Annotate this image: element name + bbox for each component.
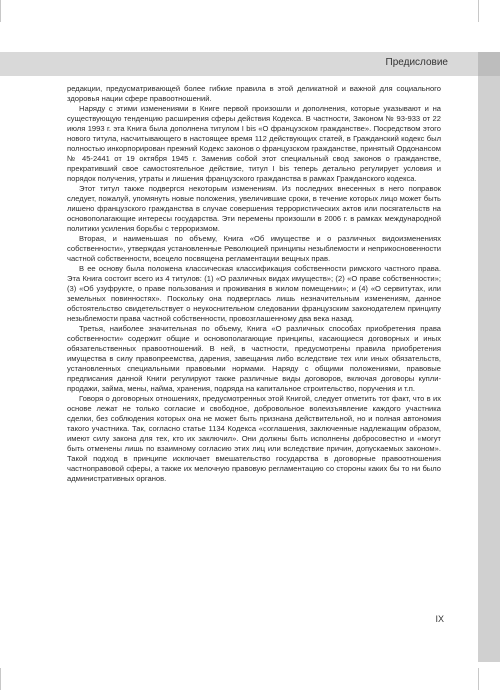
crop-mark <box>0 0 1 22</box>
paragraph: Вторая, и наименьшая по объему, Книга «Об имуществе и о различных видоизменениях собственности», утверждая установленные Революцией принципы незыблемости и неприкосновенности частной собственности, всецело посвящена регламентации вещных прав. <box>67 234 441 263</box>
crop-mark <box>0 668 1 690</box>
paragraph: Говоря о договорных отношениях, предусмотренных этой Книгой, следует отметить тот факт, что в их основе лежат не только согласие и свободное, добровольное волеизъявление каждого участника сделки, без соблюдения которых она не может быть признана действительной, но и полная автономия такого участника. Так, согласно статье 1134 Кодекса «соглашения, заключенные надлежащим образом, имеют силу закона для тех, кто их заключил». Они должны быть исполнены добросовестно и «могут быть отменены лишь по взаимному согласию этих лиц или вследствие причин, допускаемых законом». Такой подход в принципе исключает вмешательство государства в договорные правоотношения частноправовой сферы, а также их мелочную правовую регламентацию со стороны каких бы то ни было административных органов. <box>67 394 441 483</box>
page-number: IX <box>435 614 444 624</box>
crop-mark <box>478 0 479 22</box>
page-edge-strip <box>478 52 500 662</box>
paragraph: Третья, наиболее значительная по объему, Книга «О различных способах приобретения права собственности» содержит общие и основополагающие принципы, касающиеся договорных и иных обязательственных правоотношений. В ней, в частности, предусмотрены правила приобретения имущества в силу правопреемства, дарения, завещания либо вследствие тех или иных обязательств, установленных специальными правовыми нормами. Наряду с общими положениями, правовые предписания данной Книги регулируют также различные виды договоров, включая договоры купли-продажи, займа, мены, найма, хранения, подряда на капитальное строительство, поручения и т.п. <box>67 324 441 393</box>
body-text <box>67 84 441 484</box>
paragraph: Наряду с этими изменениями в Книге первой произошли и дополнения, которые указывают и на существующую тенденцию расширения сферы действия Кодекса. В частности, Законом № 93-933 от 22 июля 1993 г. эта Книга была дополнена титулом I bis «О французском гражданстве». Посредством этого нового титула, насчитывающего в настоящее время 112 действующих статей, в Гражданский кодекс был полностью инкорпорирован прежний Кодекс законов о французском гражданстве, принятый Ордонансом № 45-2441 от 19 октября 1945 г. Заменив собой этот специальный свод законов о гражданстве, прекративший свое самостоятельное действие, титул I bis теперь детально регулирует условия и порядок получения, утраты и лишения французского гражданства в рамках Гражданского кодекса. <box>67 104 441 183</box>
paragraph: редакции, предусматривающей более гибкие правила в этой деликатной и важной для социального здоровья нации сфере правоотношений. <box>67 84 441 103</box>
paragraph: В ее основу была положена классическая классификация собственности римского частного права. Эта Книга состоит всего из 4 титулов: (1) «О различных видах имуществ»; (2) «О праве собственности»; (3) «Об узуфрукте, о праве пользования и проживания в жилом помещении»; и (4) «О сервитутах, или земельных повинностях». Поскольку она подверглась лишь незначительным изменениям, данное обстоятельство свидетельствует о неукоснительном следовании французским законодателем принципу незыблемости права частной собственности, провозглашенному два века назад. <box>67 264 441 323</box>
crop-mark <box>478 668 479 690</box>
page-edge-strip-top <box>478 52 500 76</box>
running-header-title: Предисловие <box>385 57 448 68</box>
running-header <box>0 52 500 76</box>
paragraph: Этот титул также подвергся некоторым изменениям. Из последних внесенных в него поправок следует, пожалуй, упомянуть новые положения, увеличившие сроки, в течение которых лицо может быть лишено французского гражданства в случае совершения террористических актов или посягательств на основополагающие интересы государства. Эти перемены произошли в 2006 г. в рамках международной политики усиления борьбы с терроризмом. <box>67 184 441 233</box>
